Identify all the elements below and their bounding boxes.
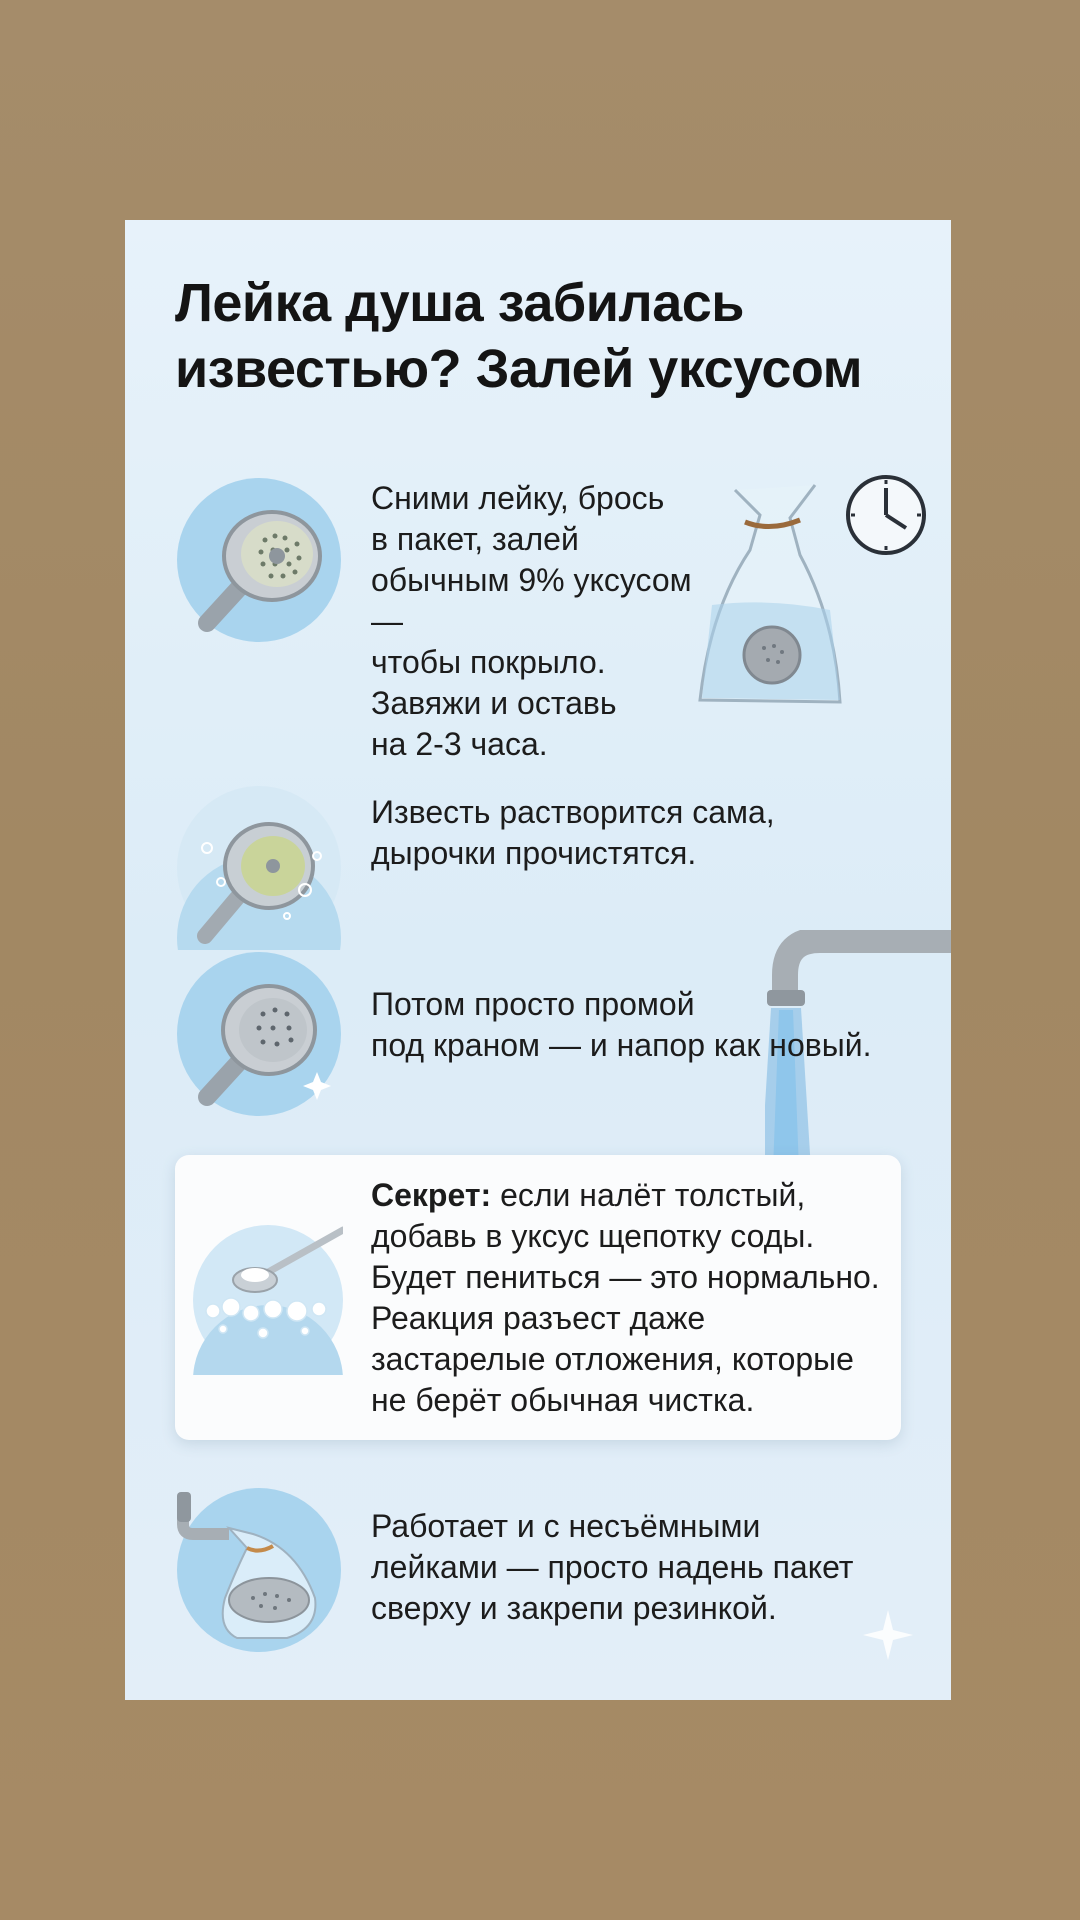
vinegar-bag-icon [690,470,930,720]
page-title: Лейка душа забилась известью? Залей уксусом [175,273,863,399]
spoon-baking-soda-icon [193,1225,343,1375]
secret-body: если налёт толстый, добавь в уксус щепотку соды. Будет пениться — это нормально. Реакция разъест даже застарелые отложения, которые не берёт обычная чистка. [371,1177,880,1418]
step-3-text: Потом просто промой под краном — и напор как новый. [371,986,872,1063]
secret-label: Секрет: [371,1177,492,1213]
infographic-card [125,220,951,1700]
step-4-text: Работает и с несъёмными лейками — просто надень пакет сверху и закрепи резинкой. [371,1508,854,1626]
clean-shower-head-icon [177,952,341,1116]
step-1-text: Сними лейку, брось в пакет, залей обычным 9% уксусом — чтобы покрыло. Завяжи и оставь на 2-3 часа. [371,480,692,762]
shower-head-in-vinegar-icon [177,786,341,950]
secret-tip-box [175,1155,901,1440]
shower-head-icon [177,478,341,642]
step-2-text: Известь растворится сама, дырочки прочистятся. [371,794,775,871]
sparkle-icon [863,1610,913,1660]
fixed-shower-bag-icon [177,1488,341,1652]
secret-text [371,1175,891,1421]
